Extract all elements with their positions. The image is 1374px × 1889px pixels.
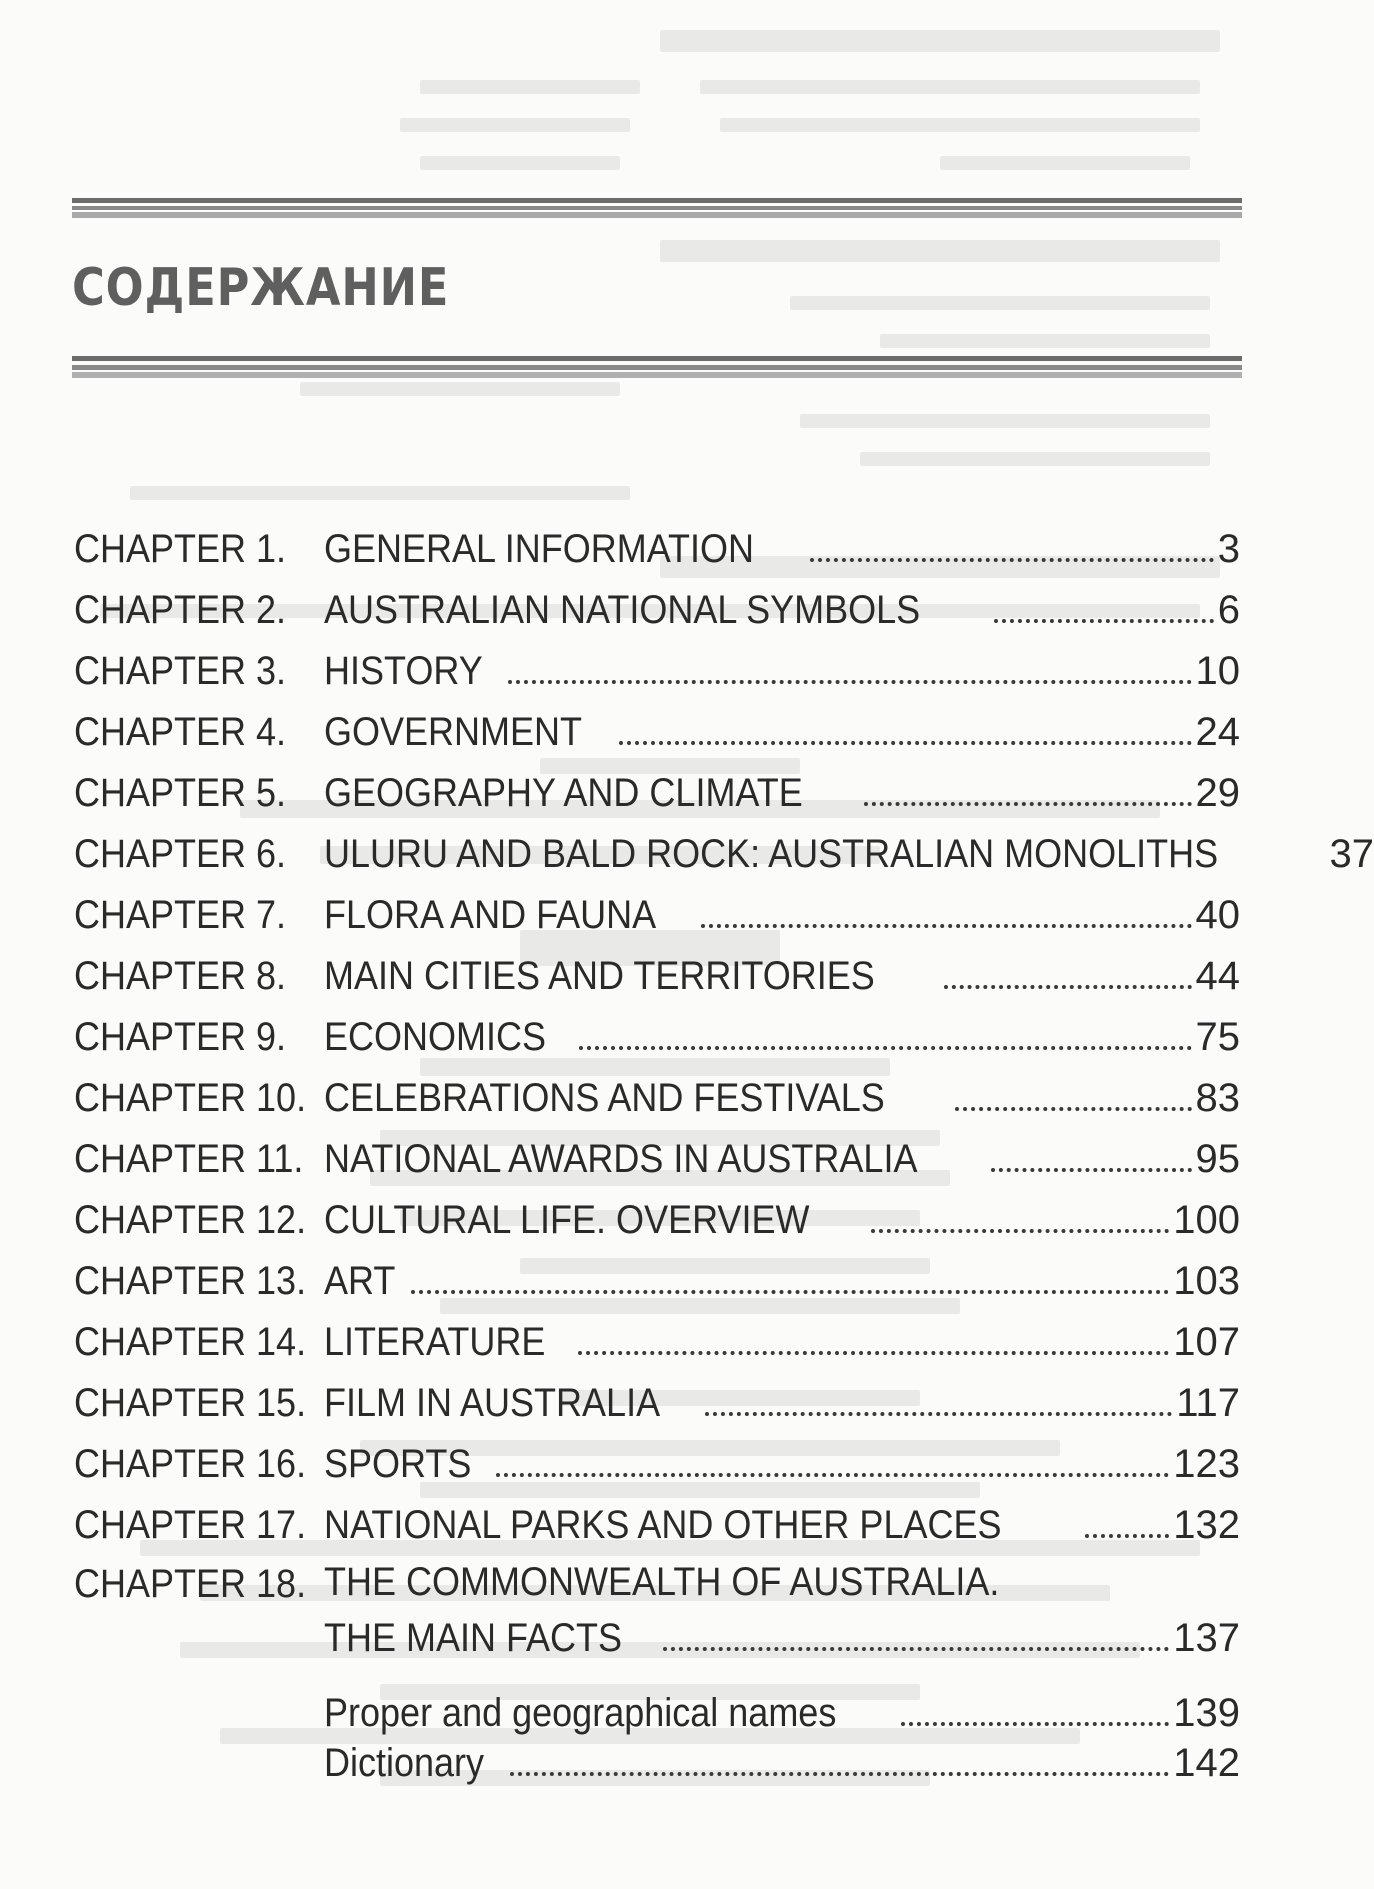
- chapter-title: GOVERNMENT: [324, 709, 583, 754]
- chapter-number: CHAPTER 14.: [74, 1319, 307, 1364]
- chapter-number: CHAPTER 6.: [74, 831, 287, 876]
- chapter-number: CHAPTER 12.: [74, 1197, 307, 1242]
- toc-entry-chapter-6[interactable]: [74, 823, 1374, 884]
- dot-leader: [578, 1351, 1169, 1355]
- chapter-title: NATIONAL AWARDS IN AUSTRALIA: [324, 1136, 918, 1181]
- toc-entry-chapter-16[interactable]: [74, 1433, 1240, 1494]
- dot-leader: [411, 1290, 1169, 1294]
- dot-leader: [955, 1107, 1191, 1111]
- chapter-number: CHAPTER 1.: [74, 526, 287, 571]
- chapter-title: ART: [324, 1258, 396, 1303]
- toc-entry-proper-names[interactable]: [324, 1688, 1240, 1738]
- dot-leader: [701, 924, 1192, 928]
- chapter-number: CHAPTER 15.: [74, 1380, 307, 1425]
- page-number: 40: [1195, 892, 1240, 937]
- chapter-number: CHAPTER 4.: [74, 709, 287, 754]
- page-number: 44: [1195, 953, 1240, 998]
- chapter-number: CHAPTER 10.: [74, 1075, 307, 1120]
- toc-entry-chapter-5[interactable]: [74, 762, 1240, 823]
- chapter-title-line-2: THE MAIN FACTS: [324, 1615, 623, 1660]
- toc-entry-chapter-2[interactable]: [74, 579, 1240, 640]
- chapter-title: ULURU AND BALD ROCK: AUSTRALIAN MONOLITHS: [324, 831, 1219, 876]
- toc-entry-chapter-1[interactable]: [74, 518, 1240, 579]
- page-number: 37: [1329, 831, 1374, 876]
- chapter-title: GEOGRAPHY AND CLIMATE: [324, 770, 803, 815]
- chapter-number: CHAPTER 16.: [74, 1441, 307, 1486]
- page-number: 139: [1173, 1691, 1240, 1735]
- page-number: 95: [1195, 1136, 1240, 1181]
- page-number: 142: [1173, 1741, 1240, 1785]
- dot-leader: [864, 802, 1192, 806]
- chapter-number: CHAPTER 13.: [74, 1258, 307, 1303]
- chapter-number: CHAPTER 2.: [74, 587, 287, 632]
- chapter-title: FLORA AND FAUNA: [324, 892, 657, 937]
- chapter-title: MAIN CITIES AND TERRITORIES: [324, 953, 875, 998]
- toc-entry-chapter-15[interactable]: [74, 1372, 1240, 1433]
- dot-leader: [810, 558, 1214, 562]
- chapter-number: CHAPTER 5.: [74, 770, 287, 815]
- toc-entry-chapter-7[interactable]: [74, 884, 1240, 945]
- page-number: 107: [1173, 1319, 1240, 1364]
- chapter-title: GENERAL INFORMATION: [324, 526, 755, 571]
- page-number: 83: [1195, 1075, 1240, 1120]
- dot-leader: [705, 1412, 1172, 1416]
- heading-double-rule: [72, 356, 1242, 370]
- chapter-number: CHAPTER 11.: [74, 1136, 304, 1181]
- top-double-rule: [72, 198, 1242, 210]
- chapter-title: NATIONAL PARKS AND OTHER PLACES: [324, 1502, 1002, 1547]
- dot-leader: [1085, 1534, 1169, 1538]
- dot-leader: [901, 1722, 1169, 1726]
- chapter-title: HISTORY: [324, 648, 483, 693]
- chapter-title: CULTURAL LIFE. OVERVIEW: [324, 1197, 810, 1242]
- page-number: 3: [1217, 526, 1240, 571]
- dot-leader: [991, 1168, 1191, 1172]
- chapter-title-block: [324, 1555, 1240, 1665]
- chapter-number: CHAPTER 8.: [74, 953, 287, 998]
- chapter-title: LITERATURE: [324, 1319, 546, 1364]
- page-number: 103: [1173, 1258, 1240, 1303]
- chapter-title: SPORTS: [324, 1441, 472, 1486]
- dot-leader: [619, 741, 1192, 745]
- toc-entry-chapter-10[interactable]: [74, 1067, 1240, 1128]
- dot-leader: [994, 619, 1213, 623]
- toc-entry-dictionary[interactable]: [324, 1738, 1240, 1788]
- toc-entry-chapter-12[interactable]: [74, 1189, 1240, 1250]
- page-number: 24: [1195, 709, 1240, 754]
- chapter-title-line-2-row: [324, 1610, 1240, 1665]
- toc-entry-chapter-8[interactable]: [74, 945, 1240, 1006]
- dot-leader: [944, 985, 1192, 989]
- table-of-contents: [74, 518, 1374, 1673]
- toc-entry-chapter-11[interactable]: [74, 1128, 1240, 1189]
- chapter-title: ECONOMICS: [324, 1014, 547, 1059]
- page-number: 137: [1173, 1615, 1240, 1660]
- page-number: 6: [1217, 587, 1240, 632]
- page-number: 100: [1173, 1197, 1240, 1242]
- toc-entry-chapter-17[interactable]: [74, 1494, 1240, 1555]
- page-number: 75: [1195, 1014, 1240, 1059]
- dot-leader: [663, 1647, 1169, 1651]
- toc-entry-chapter-13[interactable]: [74, 1250, 1240, 1311]
- dot-leader: [871, 1229, 1169, 1233]
- page-number: 10: [1195, 648, 1240, 693]
- page-number: 123: [1173, 1441, 1240, 1486]
- chapter-number: CHAPTER 9.: [74, 1014, 287, 1059]
- appendix-list: [324, 1688, 1240, 1788]
- toc-entry-chapter-3[interactable]: [74, 640, 1240, 701]
- page-number: 29: [1195, 770, 1240, 815]
- chapter-title-line-1: THE COMMONWEALTH OF AUSTRALIA.: [324, 1560, 1000, 1604]
- dot-leader: [496, 1473, 1170, 1477]
- chapter-number: CHAPTER 7.: [74, 892, 287, 937]
- chapter-title: AUSTRALIAN NATIONAL SYMBOLS: [324, 587, 921, 632]
- heading-rule-shade: [72, 372, 1242, 378]
- chapter-number: CHAPTER 18.: [74, 1562, 307, 1606]
- top-rule-shade: [72, 212, 1242, 218]
- toc-entry-chapter-9[interactable]: [74, 1006, 1240, 1067]
- page-title: СОДЕРЖАНИЕ: [72, 258, 450, 318]
- page-number: 132: [1173, 1502, 1240, 1547]
- chapter-title: CELEBRATIONS AND FESTIVALS: [324, 1075, 885, 1120]
- toc-entry-chapter-4[interactable]: [74, 701, 1240, 762]
- chapter-title: FILM IN AUSTRALIA: [324, 1380, 661, 1425]
- toc-entry-chapter-18[interactable]: [74, 1555, 1240, 1673]
- appendix-title: Dictionary: [324, 1741, 485, 1785]
- dot-leader: [508, 680, 1191, 684]
- dot-leader: [579, 1046, 1192, 1050]
- appendix-title: Proper and geographical names: [324, 1691, 837, 1735]
- toc-entry-chapter-14[interactable]: [74, 1311, 1240, 1372]
- dot-leader: [510, 1772, 1169, 1776]
- page-number: 117: [1176, 1380, 1240, 1425]
- chapter-number: CHAPTER 3.: [74, 648, 287, 693]
- chapter-number: CHAPTER 17.: [74, 1502, 307, 1547]
